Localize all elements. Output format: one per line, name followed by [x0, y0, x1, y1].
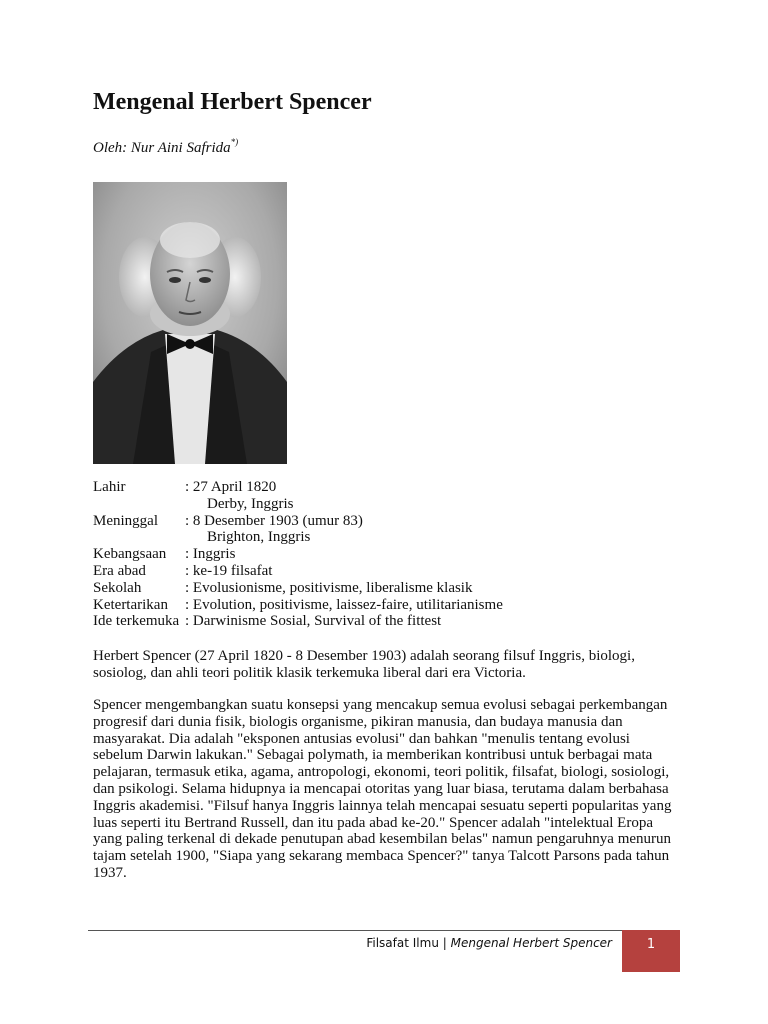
info-value-continuation: Brighton, Inggris [207, 529, 311, 546]
info-row-born [93, 479, 693, 496]
info-value: : Inggris [185, 546, 236, 563]
info-label: Ide terkemuka [93, 613, 180, 630]
info-label: Ketertarikan [93, 596, 168, 613]
footer-divider [88, 930, 622, 931]
page-number-badge: 1 [622, 930, 680, 972]
info-row-era [93, 563, 693, 580]
info-value: : Darwinisme Sosial, Survival of the fittest [185, 613, 442, 630]
footer-course: Filsafat Ilmu [366, 936, 439, 950]
info-value: : 27 April 1820 [185, 479, 277, 495]
info-value-continuation: Derby, Inggris [207, 495, 294, 512]
body-paragraph: Spencer mengembangkan suatu konsepsi yang mencakup semua evolusi sebagai perkembangan progresif dari dunia fisik, biologis organisme, pikiran manusia, dan budaya manusia dan masyarakat. Dia adalah "eksponen antusias evolusi" dan bahkan "menulis tentang evolusi sebelum Darwin lakukan." Sebagai polymath, ia memberikan kontribusi untuk berbagai mata pelajaran, termasuk etika, agama, antropologi, ekonomi, teori politik, filsafat, biologi, sosiologi, dan psikologi. Selama hidupnya ia mencapai otoritas yang luar biasa, terutama dalam berbahasa Inggris akademisi. "Filsuf hanya Inggris lainnya telah mencapai sesuatu seperti popularitas yang luas seperti itu Bertrand Russell, dan itu pada abad ke-20." Spencer adalah "intelektual Eropa yang paling terkenal di dekade penutupan abad kesembilan belas" namun pengaruhnya menurun tajam setelah 1900, "Siapa yang sekarang membaca Spencer?" tanya Talcott Parsons pada tahun 1937. [93, 697, 672, 881]
info-value: : ke-19 filsafat [185, 562, 273, 579]
info-row-school [93, 580, 693, 597]
running-footer [366, 935, 612, 951]
biography-infobox [93, 479, 693, 630]
author-name: Oleh: Nur Aini Safrida [93, 140, 231, 156]
info-label: Era abad [93, 562, 146, 579]
info-label: Lahir [93, 479, 126, 495]
portrait-photo [93, 182, 287, 464]
document-title: Mengenal Herbert Spencer [93, 89, 372, 115]
info-row-nationality [93, 546, 693, 563]
info-row-notable-ideas [93, 613, 693, 630]
info-row-died [93, 513, 693, 530]
body-paragraph: Herbert Spencer (27 April 1820 - 8 Desember 1903) adalah seorang filsuf Inggris, biologi, sosiolog, dan ahli teori politik klasik terkemuka liberal dari era Victoria. [93, 648, 635, 681]
author-footnote-mark: *) [230, 137, 239, 147]
info-value: : Evolution, positivisme, laissez-faire, utilitarianisme [185, 596, 503, 613]
footer-separator: | [438, 936, 451, 950]
author-line [93, 132, 238, 158]
footer-doc-title: Mengenal Herbert Spencer [450, 936, 612, 950]
info-label: Sekolah [93, 579, 142, 596]
info-label: Kebangsaan [93, 546, 167, 563]
info-value: : Evolusionisme, positivisme, liberalisme klasik [185, 579, 473, 596]
info-row-interests [93, 597, 693, 614]
info-label: Meninggal [93, 512, 158, 529]
info-value: : 8 Desember 1903 (umur 83) [185, 512, 363, 529]
